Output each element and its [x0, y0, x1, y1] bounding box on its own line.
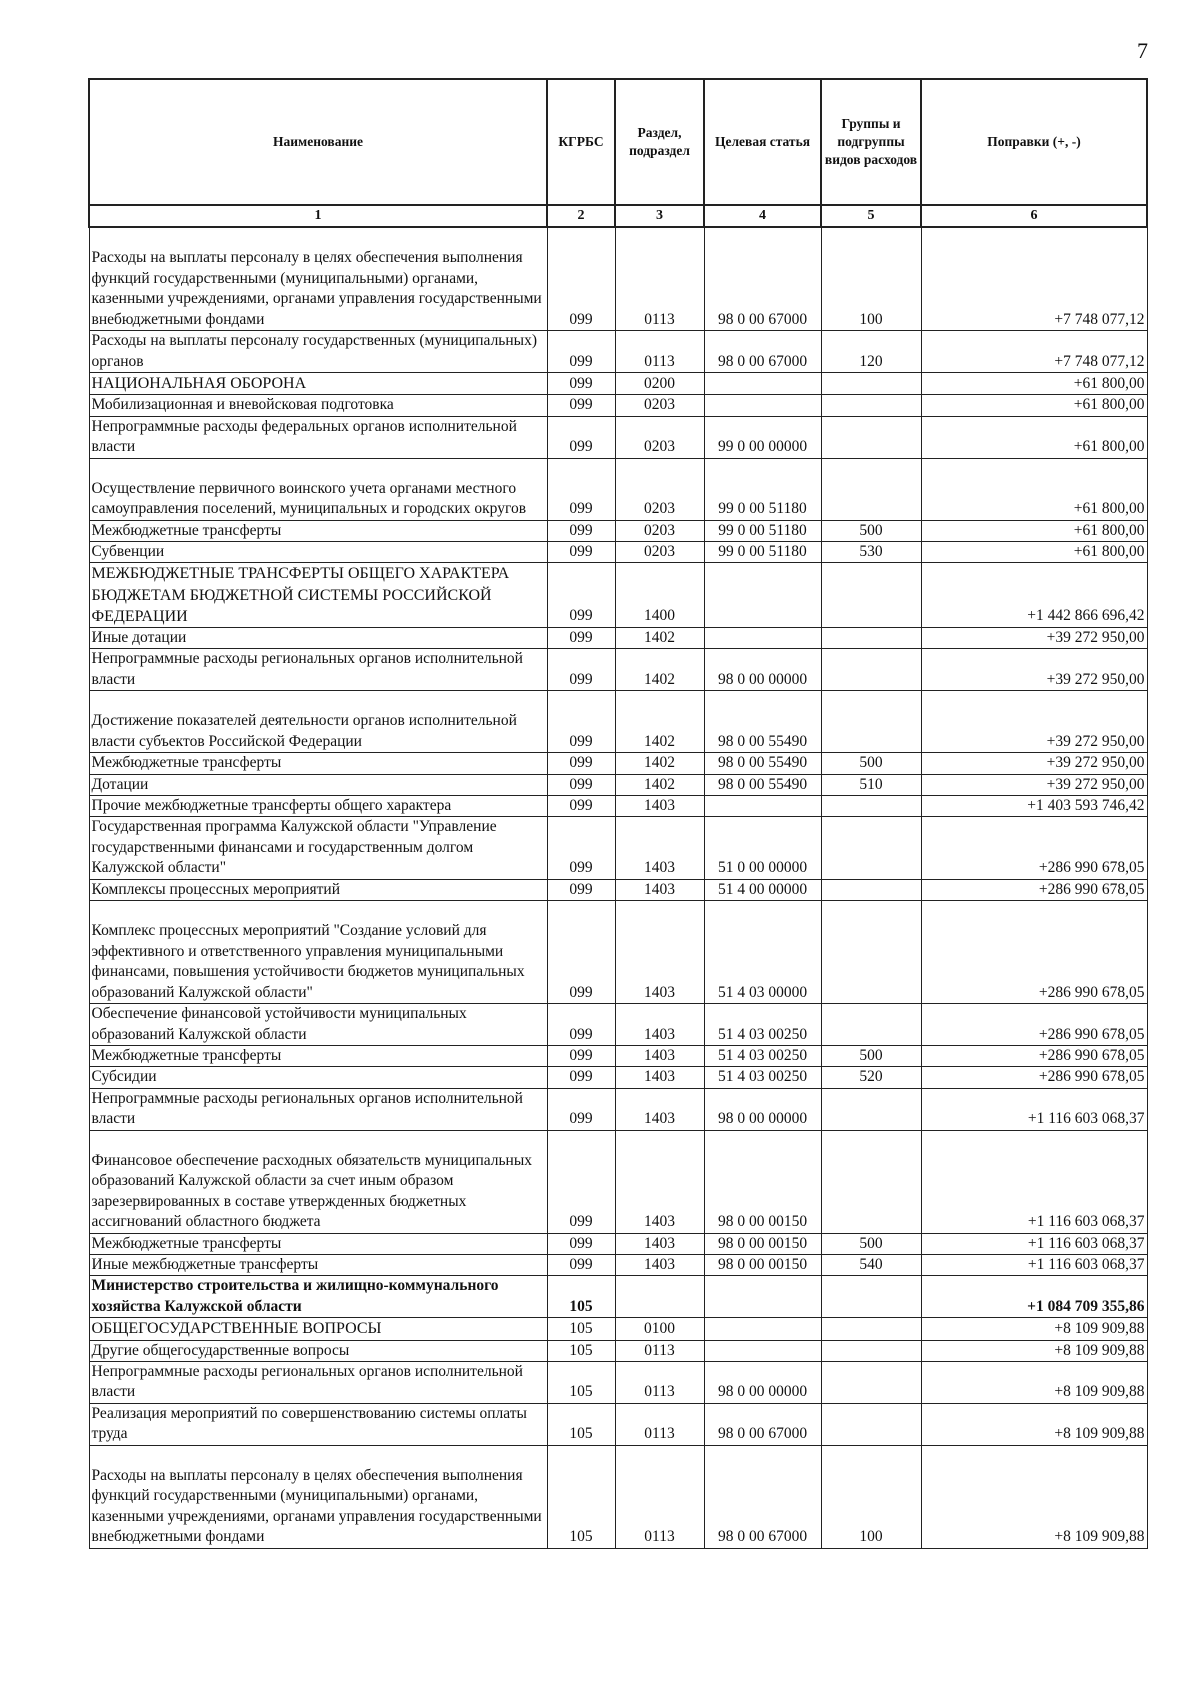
row-kgrbs-cell: 099: [547, 1067, 615, 1088]
header-groups: Группы и подгруппы видов расходов: [821, 79, 921, 205]
row-amount-cell: +61 800,00: [921, 520, 1147, 541]
header-amendments: Поправки (+, -): [921, 79, 1147, 205]
row-name-cell: Межбюджетные трансферты: [89, 520, 547, 541]
row-name-cell: Расходы на выплаты персоналу в целях обеспечения выполнения функций государственными (муниципальными) органами, казенными учреждениями, органами управления государственными внебюджетными фондами: [89, 227, 547, 330]
row-group-cell: [821, 1361, 921, 1403]
row-amount-cell: +39 272 950,00: [921, 691, 1147, 753]
row-target-cell: 99 0 00 00000: [704, 416, 821, 458]
row-target-cell: [704, 1318, 821, 1340]
row-name-cell: Непрограммные расходы федеральных органов исполнительной власти: [89, 416, 547, 458]
row-kgrbs-cell: 099: [547, 649, 615, 691]
row-section-cell: 1403: [615, 1088, 704, 1130]
row-kgrbs-cell: 099: [547, 1045, 615, 1066]
table-row: [89, 753, 1147, 774]
row-amount-cell: +39 272 950,00: [921, 753, 1147, 774]
row-target-cell: 98 0 00 00000: [704, 1088, 821, 1130]
row-target-cell: [704, 373, 821, 395]
row-kgrbs-cell: 099: [547, 458, 615, 520]
header-name: Наименование: [89, 79, 547, 205]
row-target-cell: 98 0 00 55490: [704, 774, 821, 795]
row-section-cell: 0113: [615, 1340, 704, 1361]
table-row: [89, 817, 1147, 879]
row-name-cell: Обеспечение финансовой устойчивости муниципальных образований Калужской области: [89, 1004, 547, 1046]
row-kgrbs-cell: 105: [547, 1403, 615, 1445]
column-number-row: [89, 205, 1147, 227]
table-row: [89, 1361, 1147, 1403]
row-amount-cell: +39 272 950,00: [921, 649, 1147, 691]
row-target-cell: [704, 1340, 821, 1361]
row-kgrbs-cell: 099: [547, 774, 615, 795]
row-target-cell: 98 0 00 00150: [704, 1233, 821, 1254]
row-section-cell: 1403: [615, 1004, 704, 1046]
row-kgrbs-cell: 099: [547, 1233, 615, 1254]
row-amount-cell: +1 116 603 068,37: [921, 1233, 1147, 1254]
row-name-cell: ОБЩЕГОСУДАРСТВЕННЫЕ ВОПРОСЫ: [89, 1318, 547, 1340]
row-section-cell: 0203: [615, 458, 704, 520]
row-amount-cell: +1 442 866 696,42: [921, 563, 1147, 627]
row-section-cell: 0113: [615, 1361, 704, 1403]
row-target-cell: 98 0 00 00150: [704, 1130, 821, 1233]
row-amount-cell: +286 990 678,05: [921, 1004, 1147, 1046]
row-kgrbs-cell: 099: [547, 373, 615, 395]
row-section-cell: 1402: [615, 691, 704, 753]
row-name-cell: Расходы на выплаты персоналу в целях обеспечения выполнения функций государственными (муниципальными) органами, казенными учреждениями, органами управления государственными внебюджетными фондами: [89, 1445, 547, 1548]
table-row: [89, 1130, 1147, 1233]
row-kgrbs-cell: 099: [547, 1004, 615, 1046]
row-amount-cell: +61 800,00: [921, 416, 1147, 458]
row-target-cell: 99 0 00 51180: [704, 458, 821, 520]
row-kgrbs-cell: 099: [547, 1255, 615, 1276]
row-amount-cell: +286 990 678,05: [921, 901, 1147, 1004]
row-amount-cell: +61 800,00: [921, 458, 1147, 520]
table-row: [89, 563, 1147, 627]
row-section-cell: 0113: [615, 227, 704, 330]
row-group-cell: 500: [821, 520, 921, 541]
row-kgrbs-cell: 099: [547, 901, 615, 1004]
row-kgrbs-cell: 099: [547, 331, 615, 373]
row-amount-cell: +39 272 950,00: [921, 774, 1147, 795]
row-target-cell: 98 0 00 67000: [704, 1445, 821, 1548]
row-section-cell: 1403: [615, 817, 704, 879]
table-row: [89, 542, 1147, 563]
row-group-cell: [821, 649, 921, 691]
row-kgrbs-cell: 099: [547, 416, 615, 458]
row-group-cell: [821, 563, 921, 627]
page-number: 7: [1137, 38, 1148, 63]
row-group-cell: [821, 1318, 921, 1340]
row-section-cell: 1402: [615, 753, 704, 774]
budget-amendments-table: [88, 78, 1148, 1549]
row-kgrbs-cell: 099: [547, 627, 615, 648]
row-name-cell: Субвенции: [89, 542, 547, 563]
table-row: [89, 458, 1147, 520]
row-name-cell: Другие общегосударственные вопросы: [89, 1340, 547, 1361]
row-kgrbs-cell: 099: [547, 753, 615, 774]
row-amount-cell: +39 272 950,00: [921, 627, 1147, 648]
row-name-cell: Мобилизационная и вневойсковая подготовка: [89, 395, 547, 416]
table-row: [89, 1045, 1147, 1066]
row-amount-cell: +1 403 593 746,42: [921, 795, 1147, 816]
row-target-cell: 51 4 00 00000: [704, 879, 821, 900]
row-name-cell: Расходы на выплаты персоналу государственных (муниципальных) органов: [89, 331, 547, 373]
row-amount-cell: +286 990 678,05: [921, 1045, 1147, 1066]
row-name-cell: Достижение показателей деятельности органов исполнительной власти субъектов Российской Федерации: [89, 691, 547, 753]
column-number: 5: [821, 205, 921, 227]
row-section-cell: 1403: [615, 1045, 704, 1066]
row-amount-cell: +7 748 077,12: [921, 227, 1147, 330]
row-target-cell: [704, 795, 821, 816]
row-target-cell: 51 0 00 00000: [704, 817, 821, 879]
row-kgrbs-cell: 099: [547, 691, 615, 753]
row-amount-cell: +7 748 077,12: [921, 331, 1147, 373]
row-group-cell: 540: [821, 1255, 921, 1276]
row-name-cell: Комплексы процессных мероприятий: [89, 879, 547, 900]
row-target-cell: 98 0 00 67000: [704, 1403, 821, 1445]
row-name-cell: Дотации: [89, 774, 547, 795]
row-name-cell: Межбюджетные трансферты: [89, 1233, 547, 1254]
row-target-cell: 98 0 00 55490: [704, 691, 821, 753]
row-group-cell: [821, 458, 921, 520]
table-row: [89, 395, 1147, 416]
row-group-cell: 100: [821, 227, 921, 330]
row-target-cell: 98 0 00 00000: [704, 649, 821, 691]
row-name-cell: Осуществление первичного воинского учета органами местного самоуправления поселений, муниципальных и городских округов: [89, 458, 547, 520]
table-row: [89, 627, 1147, 648]
row-group-cell: [821, 1004, 921, 1046]
table-row: [89, 1233, 1147, 1254]
row-name-cell: Межбюджетные трансферты: [89, 753, 547, 774]
row-amount-cell: +61 800,00: [921, 373, 1147, 395]
row-name-cell: Финансовое обеспечение расходных обязательств муниципальных образований Калужской области за счет иным образом зарезервированных в составе утвержденных бюджетных ассигнований областного бюджета: [89, 1130, 547, 1233]
row-name-cell: Непрограммные расходы региональных органов исполнительной власти: [89, 1361, 547, 1403]
row-target-cell: 51 4 03 00250: [704, 1067, 821, 1088]
header-row: [89, 79, 1147, 205]
row-name-cell: МЕЖБЮДЖЕТНЫЕ ТРАНСФЕРТЫ ОБЩЕГО ХАРАКТЕРА БЮДЖЕТАМ БЮДЖЕТНОЙ СИСТЕМЫ РОССИЙСКОЙ ФЕДЕРАЦИИ: [89, 563, 547, 627]
row-group-cell: [821, 627, 921, 648]
row-amount-cell: +1 116 603 068,37: [921, 1088, 1147, 1130]
column-number: 4: [704, 205, 821, 227]
row-section-cell: 0203: [615, 416, 704, 458]
row-name-cell: Комплекс процессных мероприятий "Создание условий для эффективного и ответственного управления муниципальными финансами, повышения устойчивости бюджетов муниципальных образований Калужской области": [89, 901, 547, 1004]
row-amount-cell: +61 800,00: [921, 542, 1147, 563]
row-kgrbs-cell: 099: [547, 1130, 615, 1233]
row-section-cell: 0113: [615, 1403, 704, 1445]
row-section-cell: 0203: [615, 395, 704, 416]
table-row: [89, 795, 1147, 816]
row-name-cell: Межбюджетные трансферты: [89, 1045, 547, 1066]
row-kgrbs-cell: 099: [547, 817, 615, 879]
row-group-cell: [821, 1340, 921, 1361]
row-section-cell: 0200: [615, 373, 704, 395]
row-target-cell: [704, 395, 821, 416]
table-row: [89, 901, 1147, 1004]
row-kgrbs-cell: 099: [547, 520, 615, 541]
row-name-cell: Непрограммные расходы региональных органов исполнительной власти: [89, 1088, 547, 1130]
row-group-cell: [821, 901, 921, 1004]
table-row: [89, 1445, 1147, 1548]
row-group-cell: 530: [821, 542, 921, 563]
header-kgrbs: КГРБС: [547, 79, 615, 205]
row-amount-cell: +61 800,00: [921, 395, 1147, 416]
row-target-cell: [704, 1276, 821, 1318]
row-kgrbs-cell: 105: [547, 1276, 615, 1318]
row-target-cell: 98 0 00 67000: [704, 331, 821, 373]
row-section-cell: 0100: [615, 1318, 704, 1340]
row-target-cell: 99 0 00 51180: [704, 520, 821, 541]
table-row: [89, 1318, 1147, 1340]
row-target-cell: 51 4 03 00250: [704, 1004, 821, 1046]
row-group-cell: [821, 416, 921, 458]
row-group-cell: [821, 395, 921, 416]
row-amount-cell: +1 116 603 068,37: [921, 1130, 1147, 1233]
row-section-cell: [615, 1276, 704, 1318]
table-row: [89, 774, 1147, 795]
table-row: [89, 1403, 1147, 1445]
row-group-cell: [821, 795, 921, 816]
table-row: [89, 1276, 1147, 1318]
row-section-cell: 1403: [615, 1067, 704, 1088]
row-name-cell: Государственная программа Калужской области "Управление государственными финансами и государственным долгом Калужской области": [89, 817, 547, 879]
row-section-cell: 0113: [615, 1445, 704, 1548]
row-section-cell: 1402: [615, 774, 704, 795]
table-row: [89, 373, 1147, 395]
row-target-cell: [704, 563, 821, 627]
table-row: [89, 649, 1147, 691]
row-target-cell: [704, 627, 821, 648]
row-name-cell: Иные дотации: [89, 627, 547, 648]
column-number: 3: [615, 205, 704, 227]
row-group-cell: [821, 691, 921, 753]
row-target-cell: 98 0 00 00000: [704, 1361, 821, 1403]
row-kgrbs-cell: 099: [547, 795, 615, 816]
row-target-cell: 98 0 00 67000: [704, 227, 821, 330]
row-section-cell: 1403: [615, 1255, 704, 1276]
row-name-cell: Иные межбюджетные трансферты: [89, 1255, 547, 1276]
row-section-cell: 1402: [615, 649, 704, 691]
row-group-cell: 500: [821, 1233, 921, 1254]
row-amount-cell: +1 084 709 355,86: [921, 1276, 1147, 1318]
row-group-cell: [821, 373, 921, 395]
row-name-cell: Прочие межбюджетные трансферты общего характера: [89, 795, 547, 816]
row-group-cell: 510: [821, 774, 921, 795]
table-row: [89, 1255, 1147, 1276]
row-target-cell: 99 0 00 51180: [704, 542, 821, 563]
row-kgrbs-cell: 105: [547, 1361, 615, 1403]
row-amount-cell: +1 116 603 068,37: [921, 1255, 1147, 1276]
row-amount-cell: +286 990 678,05: [921, 879, 1147, 900]
row-group-cell: 520: [821, 1067, 921, 1088]
row-amount-cell: +8 109 909,88: [921, 1403, 1147, 1445]
row-amount-cell: +8 109 909,88: [921, 1340, 1147, 1361]
row-group-cell: [821, 1276, 921, 1318]
row-kgrbs-cell: 105: [547, 1340, 615, 1361]
table-row: [89, 520, 1147, 541]
row-kgrbs-cell: 099: [547, 395, 615, 416]
row-group-cell: [821, 1403, 921, 1445]
row-group-cell: 500: [821, 753, 921, 774]
row-group-cell: [821, 879, 921, 900]
table-row: [89, 1340, 1147, 1361]
row-target-cell: 51 4 03 00250: [704, 1045, 821, 1066]
row-group-cell: [821, 817, 921, 879]
row-section-cell: 1403: [615, 1233, 704, 1254]
row-kgrbs-cell: 105: [547, 1445, 615, 1548]
table-row: [89, 227, 1147, 330]
table-row: [89, 879, 1147, 900]
row-name-cell: Субсидии: [89, 1067, 547, 1088]
row-kgrbs-cell: 105: [547, 1318, 615, 1340]
row-name-cell: Реализация мероприятий по совершенствованию системы оплаты труда: [89, 1403, 547, 1445]
row-kgrbs-cell: 099: [547, 227, 615, 330]
row-amount-cell: +8 109 909,88: [921, 1318, 1147, 1340]
column-number: 1: [89, 205, 547, 227]
row-group-cell: 500: [821, 1045, 921, 1066]
row-target-cell: 51 4 03 00000: [704, 901, 821, 1004]
row-kgrbs-cell: 099: [547, 879, 615, 900]
row-section-cell: 1403: [615, 901, 704, 1004]
table-row: [89, 691, 1147, 753]
table-row: [89, 1067, 1147, 1088]
row-section-cell: 1400: [615, 563, 704, 627]
row-name-cell: Министерство строительства и жилищно-коммунального хозяйства Калужской области: [89, 1276, 547, 1318]
row-name-cell: НАЦИОНАЛЬНАЯ ОБОРОНА: [89, 373, 547, 395]
table-row: [89, 1088, 1147, 1130]
row-section-cell: 1403: [615, 1130, 704, 1233]
row-section-cell: 0113: [615, 331, 704, 373]
row-section-cell: 0203: [615, 520, 704, 541]
row-group-cell: [821, 1088, 921, 1130]
row-kgrbs-cell: 099: [547, 1088, 615, 1130]
row-group-cell: 120: [821, 331, 921, 373]
row-section-cell: 1403: [615, 795, 704, 816]
column-number: 6: [921, 205, 1147, 227]
row-section-cell: 1403: [615, 879, 704, 900]
row-name-cell: Непрограммные расходы региональных органов исполнительной власти: [89, 649, 547, 691]
header-target: Целевая статья: [704, 79, 821, 205]
row-kgrbs-cell: 099: [547, 563, 615, 627]
row-amount-cell: +286 990 678,05: [921, 817, 1147, 879]
row-amount-cell: +8 109 909,88: [921, 1361, 1147, 1403]
row-target-cell: 98 0 00 00150: [704, 1255, 821, 1276]
row-amount-cell: +286 990 678,05: [921, 1067, 1147, 1088]
table-row: [89, 416, 1147, 458]
row-section-cell: 0203: [615, 542, 704, 563]
table-row: [89, 1004, 1147, 1046]
header-section: Раздел, подраздел: [615, 79, 704, 205]
row-group-cell: [821, 1130, 921, 1233]
row-target-cell: 98 0 00 55490: [704, 753, 821, 774]
row-group-cell: 100: [821, 1445, 921, 1548]
table-row: [89, 331, 1147, 373]
row-kgrbs-cell: 099: [547, 542, 615, 563]
row-amount-cell: +8 109 909,88: [921, 1445, 1147, 1548]
column-number: 2: [547, 205, 615, 227]
row-section-cell: 1402: [615, 627, 704, 648]
table-body: [89, 227, 1147, 1548]
